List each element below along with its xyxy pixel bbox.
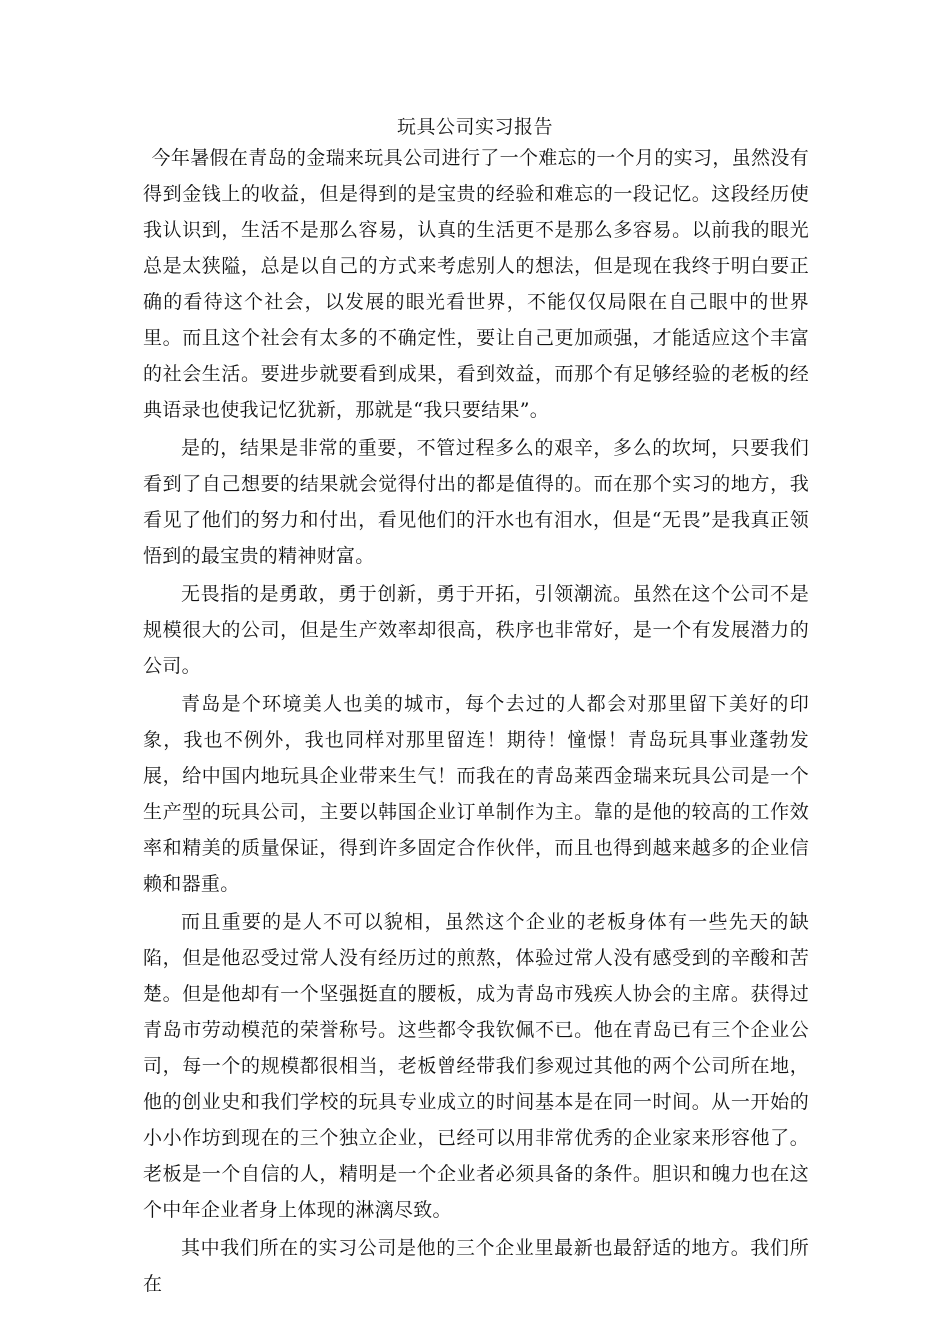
paragraph-1: 今年暑假在青岛的金瑞来玩具公司进行了一个难忘的一个月的实习，虽然没有得到金钱上的收益，但是得到的是宝贵的经验和难忘的一段记忆。这段经历使我认识到，生活不是那么容易，认真的生活更不是那么多容易。以前我的眼光总是太狭隘，总是以自己的方式来考虑别人的想法，但是现在我终于明白要正确的看待这个社会，以发展的眼光看世界，不能仅仅局限在自己眼中的世界里。而且这个社会有太多的不确定性，要让自己更加顽强，才能适应这个丰富的社会生活。要进步就要看到成果，看到效益，而那个有足够经验的老板的经典语录也使我记忆犹新，那就是“我只要结果”。 bbox=[143, 147, 809, 421]
paragraph-4: 青岛是个环境美人也美的城市，每个去过的人都会对那里留下美好的印象，我也不例外，我也同样对那里留连！期待！憧憬！青岛玩具事业蓬勃发展，给中国内地玩具企业带来生气！而我在的青岛莱西金瑞来玩具公司是一个生产型的玩具公司，主要以韩国企业订单制作为主。靠的是他的较高的工作效率和精美的质量保证，得到许多固定合作伙伴，而且也得到越来越多的企业信赖和器重。 bbox=[143, 693, 809, 895]
paragraph-5: 而且重要的是人不可以貌相，虽然这个企业的老板身体有一些先天的缺陷，但是他忍受过常人没有经历过的煎熬，体验过常人没有感受到的辛酸和苦楚。但是他却有一个坚强挺直的腰板，成为青岛市残疾人协会的主席。获得过青岛市劳动模范的荣誉称号。这些都令我钦佩不已。他在青岛已有三个企业公司，每一个的规模都很相当，老板曾经带我们参观过其他的两个公司所在地，他的创业史和我们学校的玩具专业成立的时间基本是在同一时间。从一开始的小小作坊到现在的三个独立企业，已经可以用非常优秀的企业家来形容他了。老板是一个自信的人，精明是一个企业者必须具备的条件。胆识和魄力也在这个中年企业者身上体现的淋漓尽致。 bbox=[143, 911, 809, 1221]
paragraph-6: 其中我们所在的实习公司是他的三个企业里最新也最舒适的地方。我们所在 bbox=[143, 1237, 809, 1295]
document-title: 玩具公司实习报告 bbox=[396, 116, 553, 138]
paragraph-2: 是的，结果是非常的重要，不管过程多么的艰辛，多么的坎坷，只要我们看到了自己想要的结果就会觉得付出的都是值得的。而在那个实习的地方，我看见了他们的努力和付出，看见他们的汗水也有泪水，但是“无畏”是我真正领悟到的最宝贵的精神财富。 bbox=[143, 437, 809, 567]
document-body bbox=[143, 140, 809, 1302]
paragraph-3: 无畏指的是勇敢，勇于创新，勇于开拓，引领潮流。虽然在这个公司不是规模很大的公司，但是生产效率却很高，秩序也非常好，是一个有发展潜力的公司。 bbox=[143, 583, 809, 677]
